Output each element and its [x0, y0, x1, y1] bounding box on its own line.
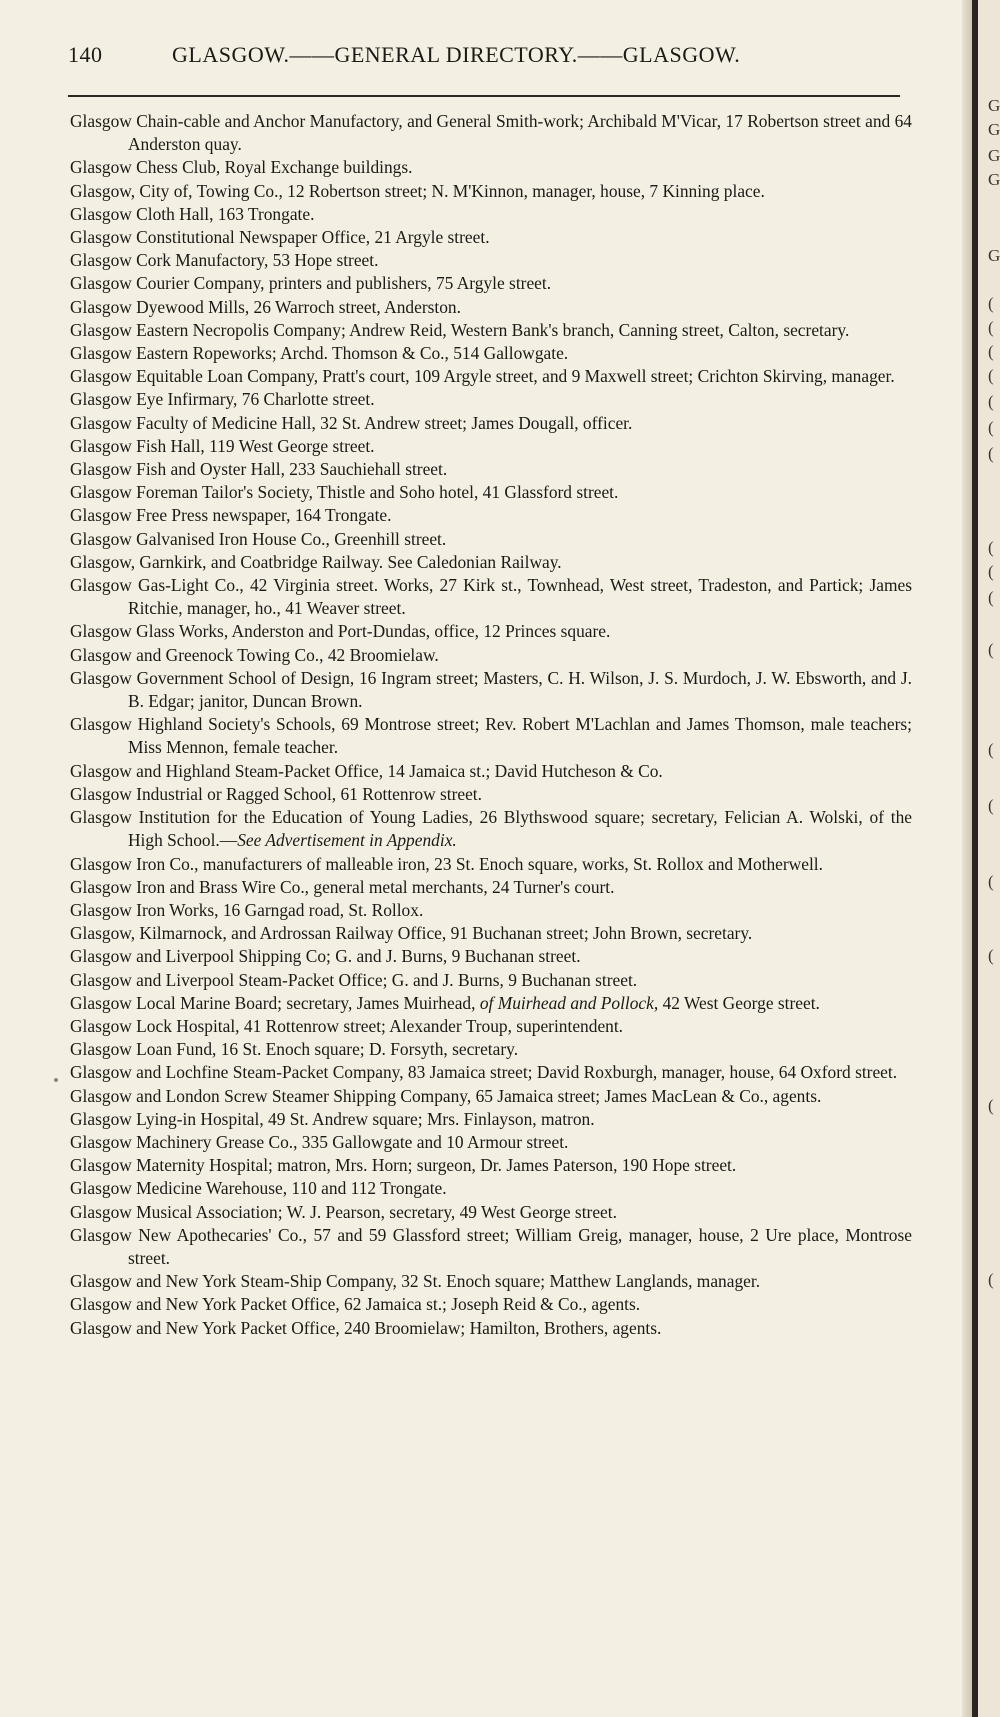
directory-entry: Glasgow and London Screw Steamer Shipping Company, 65 Jamaica street; James MacLean & Co., agents.: [70, 1085, 822, 1106]
edge-letter: (: [988, 796, 994, 815]
directory-entry: Glasgow and Liverpool Steam-Packet Office; G. and J. Burns, 9 Buchanan street.: [70, 969, 638, 990]
directory-entry: Glasgow Dyewood Mills, 26 Warroch street, Anderston.: [70, 296, 461, 317]
directory-entry: Glasgow and New York Steam-Ship Company, 32 St. Enoch square; Matthew Langlands, manager.: [70, 1271, 761, 1292]
directory-entry: Glasgow Loan Fund, 16 St. Enoch square; D. Forsyth, secretary.: [70, 1039, 519, 1060]
directory-entry: Glasgow and Lochfine Steam-Packet Company, 83 Jamaica street; David Roxburgh, manager, house, 64 Oxford street.: [70, 1062, 898, 1083]
directory-entry: Glasgow and New York Packet Office, 240 Broomielaw; Hamilton, Brothers, agents.: [70, 1317, 662, 1338]
directory-entry: Glasgow and Greenock Towing Co., 42 Broomielaw.: [70, 644, 439, 665]
edge-letter: G: [988, 120, 1000, 139]
entry-text: Glasgow Institution for the Education of Young Ladies, 26 Blythswood square; secretary, Felician A. Wolski, of the High School.—: [70, 807, 912, 851]
edge-letter: (: [988, 946, 994, 965]
directory-entry: [70, 806, 912, 852]
directory-entry: Glasgow Fish and Oyster Hall, 233 Sauchiehall street.: [70, 459, 448, 480]
edge-letter: (: [988, 1096, 994, 1115]
directory-entry: Glasgow Medicine Warehouse, 110 and 112 Trongate.: [70, 1178, 447, 1199]
page-gutter: [962, 0, 972, 1717]
directory-entry: Glasgow Iron Co., manufacturers of malleable iron, 23 St. Enoch square, works, St. Rollox and Motherwell.: [70, 853, 823, 874]
directory-entry: Glasgow and New York Packet Office, 62 Jamaica st.; Joseph Reid & Co., agents.: [70, 1294, 641, 1315]
edge-letter: (: [988, 538, 994, 557]
edge-letter: G: [988, 170, 1000, 189]
directory-entry: Glasgow Constitutional Newspaper Office, 21 Argyle street.: [70, 227, 490, 248]
directory-entry: Glasgow Lock Hospital, 41 Rottenrow street; Alexander Troup, superintendent.: [70, 1015, 624, 1036]
entry-text: Glasgow Local Marine Board; secretary, James Muirhead,: [70, 992, 480, 1013]
edge-letter: (: [988, 318, 994, 337]
directory-entry: Glasgow Chain-cable and Anchor Manufactory, and General Smith-work; Archibald M'Vicar, 17 Robertson street and 64 Anderston quay.: [70, 111, 912, 155]
next-page-edge: [978, 0, 1000, 1717]
directory-entry: Glasgow Industrial or Ragged School, 61 Rottenrow street.: [70, 783, 482, 804]
directory-entry: [70, 992, 912, 1015]
edge-letter: G: [988, 146, 1000, 165]
directory-entry: Glasgow Lying-in Hospital, 49 St. Andrew square; Mrs. Finlayson, matron.: [70, 1108, 595, 1129]
edge-letter: (: [988, 872, 994, 891]
directory-entry: Glasgow Eye Infirmary, 76 Charlotte street.: [70, 389, 375, 410]
edge-letter: (: [988, 1270, 994, 1289]
edge-letter: (: [988, 294, 994, 313]
edge-letter: (: [988, 640, 994, 659]
directory-entry: Glasgow Free Press newspaper, 164 Trongate.: [70, 505, 392, 526]
page-number: 140: [68, 42, 103, 67]
directory-entry: Glasgow Cork Manufactory, 53 Hope street.: [70, 250, 379, 271]
directory-entry: Glasgow, Kilmarnock, and Ardrossan Railway Office, 91 Buchanan street; John Brown, secretary.: [70, 923, 753, 944]
directory-entry: Glasgow Courier Company, printers and publishers, 75 Argyle street.: [70, 273, 552, 294]
directory-entry: Glasgow Cloth Hall, 163 Trongate.: [70, 203, 315, 224]
directory-entry: Glasgow Faculty of Medicine Hall, 32 St. Andrew street; James Dougall, officer.: [70, 412, 633, 433]
edge-letter: (: [988, 562, 994, 581]
directory-entries: [70, 110, 912, 1340]
ink-speck: [54, 1078, 58, 1082]
directory-entry: Glasgow, City of, Towing Co., 12 Robertson street; N. M'Kinnon, manager, house, 7 Kinning place.: [70, 180, 765, 201]
header-rule: [68, 95, 900, 97]
directory-entry: Glasgow New Apothecaries' Co., 57 and 59 Glassford street; William Greig, manager, house, 2 Ure place, Montrose street.: [70, 1224, 912, 1268]
running-title: GLASGOW.——GENERAL DIRECTORY.——GLASGOW.: [172, 42, 741, 67]
directory-entry: Glasgow Gas-Light Co., 42 Virginia street. Works, 27 Kirk st., Townhead, West street, Tradeston, and Partick; James Ritchie, manager, ho., 41 Weaver street.: [70, 575, 912, 619]
directory-entry: Glasgow Foreman Tailor's Society, Thistle and Soho hotel, 41 Glassford street.: [70, 482, 619, 503]
directory-entry: Glasgow Machinery Grease Co., 335 Gallowgate and 10 Armour street.: [70, 1131, 569, 1152]
directory-entry: Glasgow Highland Society's Schools, 69 Montrose street; Rev. Robert M'Lachlan and James Thomson, male teachers; Miss Mennon, female teacher.: [70, 714, 912, 758]
edge-letter: (: [988, 342, 994, 361]
directory-entry: Glasgow Musical Association; W. J. Pearson, secretary, 49 West George street.: [70, 1201, 617, 1222]
directory-entry: Glasgow Fish Hall, 119 West George street.: [70, 435, 375, 456]
directory-entry: Glasgow Glass Works, Anderston and Port-Dundas, office, 12 Princes square.: [70, 621, 611, 642]
edge-letter: G: [988, 96, 1000, 115]
directory-entry: Glasgow Iron and Brass Wire Co., general metal merchants, 24 Turner's court.: [70, 876, 615, 897]
page-header: [68, 42, 898, 72]
edge-letter: (: [988, 588, 994, 607]
directory-entry: Glasgow Equitable Loan Company, Pratt's court, 109 Argyle street, and 9 Maxwell street; Crichton Skirving, manager.: [70, 366, 895, 387]
directory-entry: Glasgow Chess Club, Royal Exchange buildings.: [70, 157, 413, 178]
firm-note: of Muirhead and Pollock,: [479, 992, 659, 1013]
edge-letter: (: [988, 366, 994, 385]
directory-entry: Glasgow and Highland Steam-Packet Office, 14 Jamaica st.; David Hutcheson & Co.: [70, 760, 663, 781]
directory-entry: Glasgow Eastern Ropeworks; Archd. Thomson & Co., 514 Gallowgate.: [70, 343, 569, 364]
edge-letter: (: [988, 740, 994, 759]
directory-entry: Glasgow Eastern Necropolis Company; Andrew Reid, Western Bank's branch, Canning street, Calton, secretary.: [70, 319, 850, 340]
directory-entry: Glasgow Government School of Design, 16 Ingram street; Masters, C. H. Wilson, J. S. Murdoch, J. W. Ebsworth, and J. B. Edgar; janitor, Duncan Brown.: [70, 667, 912, 712]
advertisement-note: See Advertisement in Appendix.: [237, 830, 457, 851]
directory-entry: Glasgow Iron Works, 16 Garngad road, St. Rollox.: [70, 899, 424, 920]
edge-letter: G: [988, 246, 1000, 265]
entry-tail: 42 West George street.: [658, 992, 820, 1013]
directory-entry: Glasgow Maternity Hospital; matron, Mrs. Horn; surgeon, Dr. James Paterson, 190 Hope street.: [70, 1155, 737, 1176]
directory-entry: Glasgow, Garnkirk, and Coatbridge Railway. See Caledonian Railway.: [70, 551, 562, 572]
edge-letter: (: [988, 444, 994, 463]
edge-letter: (: [988, 418, 994, 437]
directory-entry: Glasgow and Liverpool Shipping Co; G. and J. Burns, 9 Buchanan street.: [70, 946, 581, 967]
directory-entry: Glasgow Galvanised Iron House Co., Greenhill street.: [70, 528, 447, 549]
edge-letter: (: [988, 392, 994, 411]
